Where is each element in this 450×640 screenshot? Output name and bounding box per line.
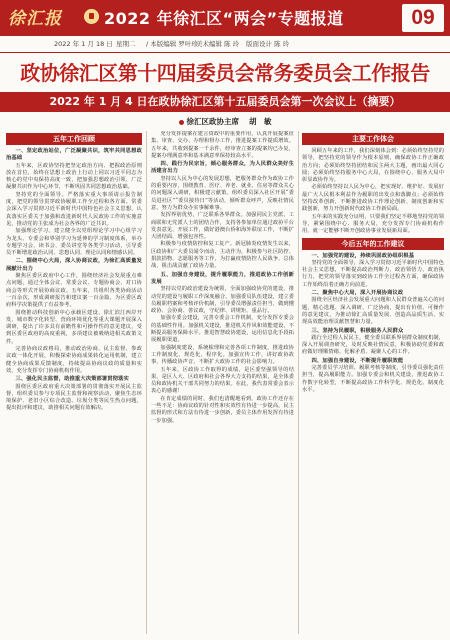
section-subheading: 五、加强自身建设，提升履职能力，推进政协工作创新发展	[151, 271, 294, 285]
emblem-icon	[84, 9, 99, 24]
section-subheading: 四、践行为民宗旨，倾心服务群众，为人民群众美好生活建言出力	[151, 161, 294, 175]
issue-date: 2022 年 1 月 18 日	[54, 40, 113, 48]
body-paragraph: 加强专委会建设，完善专委会工作机制，充分发挥专委会的基础性作用。加强机关建设，推进机关作风和效能建设，不断提高服务保障水平。推进智慧政协建设，运用信息化手段拓展履职渠道。	[151, 315, 294, 344]
article-column-2	[151, 131, 294, 634]
section-subheading: 二、围绕中心大局，深入协商议政，为徐汇高质量发展献计出力	[6, 258, 142, 272]
body-paragraph: 完善委员学习培训、履职考核等制度，引导委员强化责任担当，提高履职能力。加强专委会和机关建设，推进政协工作数字化转型，不断提高政协工作科学化、规范化、制度化水平。	[302, 365, 444, 393]
section-subheading: 一、坚定政治站位，广泛凝聚共识，筑牢共同思想政治基础	[6, 148, 142, 162]
body-paragraph: 聚焦区委区政府中心工作，围绕经济社会发展重点难点问题，通过全体会议、常委会议、专题协商会、对口协商会等形式开展协商议政。五年来，共组织各类协商活动一百余次，形成调研报告和建议案一百余篇，为区委区政府科学决策提供了有益参考。	[6, 273, 142, 309]
byline-name: 胡 敏	[249, 117, 272, 126]
body-paragraph: 发挥界别优势，广泛联系各界群众。加强同民主党派、工商联和无党派人士的团结合作，支持各参加单位通过政协平台发表意见、开展工作，做好港澳台侨和海外联谊工作，不断扩大团结面、增强包容性。	[151, 212, 294, 241]
body-paragraph: 五年来，区政协工作取得的成绩，是区委坚强领导的结果，是区人大、区政府和社会各界大力支持的结果，是全体委员和政协机关干部共同努力的结果。在此，我代表常委会表示衷心的感谢！	[151, 366, 294, 395]
body-paragraph: 回顾五年来的工作，我们深刻体会到：必须始终坚持党的领导，把坚持党的领导作为根本原则，确保政协工作正确政治方向；必须始终坚持团结和民主两大主题，画出最大同心圆；必须始终坚持服务中心大局，在围绕中心、服务大局中彰显政协作为。	[302, 148, 444, 184]
column-body	[302, 253, 444, 395]
body-paragraph: 围绕推动科技创新中心承载区建设、徐汇滨江西岸开发、城市数字化转型、营商环境优化等重大课题开展深入调研，提出了许多具有前瞻性和可操作性的意见建议，受到区委区政府的高度重视，多项建议被吸纳进相关政策文件。	[6, 309, 142, 345]
report-subtitle: 2022 年 1 月 4 日在政协徐汇区第十五届委员会第一次会议上（摘要）	[49, 95, 401, 108]
body-paragraph: 坚持党的全面领导。严格落实重大事项请示报告制度，把党的领导贯穿政协履职工作全过程和各方面。常委会深入学习贯彻习近平新时代中国特色社会主义思想，认真落实区委关于加强和改进新时代人民政协工作的实施意见，推动党的主张成为社会各界的广泛共识。	[6, 191, 142, 227]
newspaper-logo: 徐汇报	[8, 9, 62, 29]
page-headline: 政协徐汇区第十四届委员会常务委员会工作报告	[20, 61, 430, 85]
column-divider	[298, 131, 299, 634]
column-divider	[146, 131, 147, 634]
byline-role: 徐汇区政协主席	[186, 117, 239, 126]
page-number: 09	[402, 4, 444, 32]
section-header-review: 五年工作回顾	[6, 133, 142, 145]
body-paragraph: 加强制度建设，系统梳理和完善各项工作制度，推进政协工作制度化、规范化、程序化。加强宣传工作，讲好政协故事，传播政协声音，不断扩大政协工作的社会影响力。	[151, 344, 294, 366]
byline	[0, 115, 450, 129]
section-subheading: 二、聚焦中心大局，深入开展协商议政	[311, 290, 404, 297]
body-paragraph: 必须始终坚持以人民为中心，把实现好、维护好、发展好最广大人民根本利益作为履职的出发点和落脚点；必须始终坚持改革创新，不断推进政协工作理论创新、制度创新和实践创新，努力开创新时代政协工作新局面。	[302, 184, 444, 213]
body-paragraph: 坚持以人民为中心的发展思想，把服务群众作为政协工作的重要内容，围绕教育、医疗、养老、就业、住房等群众关心的问题深入调研，积极建言献策。组织委员深入社区开展“委员进社区”“委员接待日”等活动，倾听群众呼声，反映社情民意，努力为群众办实事解难事。	[151, 175, 294, 211]
section-subheading: 四、加强自身建设，不断提升履职效能	[311, 357, 404, 364]
article-column-3	[302, 131, 444, 634]
column-body	[6, 148, 142, 413]
bullet-icon	[179, 120, 184, 125]
article-column-1	[6, 131, 142, 634]
section-subheading: 三、强化民主监督，助推重大决策部署贯彻落实	[15, 376, 129, 383]
body-paragraph: 充分发挥提案在建言资政中的重要作用，认真开展提案征集、审查、交办、办理和督办工作，推进提案工作提质增效。五年来，共收到提案一千余件，经审查立案的提案均已办复，提案办理满意率和基本满意率保持较高水平。	[151, 131, 294, 159]
section-subheading: 一、加强党的建设，持续巩固政协组织根基	[311, 252, 415, 259]
issue-editor: 美术编辑 陈 玲	[196, 40, 240, 48]
body-paragraph: 在肯定成绩的同时，我们也清醒地看到，政协工作还存在一些不足：协商议政的针对性和实效性有待进一步提高，民主监督的形式和方法有待进一步创新，委员主体作用发挥有待进一步加强。	[151, 395, 294, 424]
issue-edition: / 本版编辑 罗叶珍	[146, 40, 198, 48]
section-header-experience: 主要工作体会	[302, 133, 444, 145]
issue-weekday: 星期二	[116, 40, 136, 48]
special-report-title: 2022 年徐汇区“两会”专题报道	[104, 9, 344, 28]
body-paragraph: 五年来，区政协坚持把坚定政治方向、把握政治原则放在首位，始终在思想上政治上行动上同以习近平同志为核心的党中央保持高度一致，把加强思想政治引领、广泛凝聚共识作为中心环节，不断巩固共同思想政治基础。	[6, 162, 142, 191]
column-body	[302, 148, 444, 236]
body-paragraph: 坚持以党的政治建设为统领，全面加强政协党的建设，推动党的建设与履职工作深度融合。加强委员队伍建设，建立委员履职档案和考核评价机制，引导委员增强责任担当，做到懂政协、会协商、善议政，守纪律、讲规矩、重品行。	[151, 286, 294, 315]
issue-info-line	[0, 36, 450, 53]
issue-design: 版面设计 陈 玲	[246, 40, 290, 48]
body-paragraph: 践行全过程人民民主，健全委员联系界别群众制度机制，深入开展调查研究，及时反映社情民意，积极协助党委和政府做好理顺情绪、化解矛盾、凝聚人心的工作。	[302, 334, 444, 356]
body-paragraph: 围绕全区经济社会发展重大问题和人民群众普遍关心的问题，精心选题、深入调研、广泛协商，提出有价值、可操作的意见建议，为推动徐汇高质量发展、创造高品质生活、实现高效能治理贡献智慧和力量。	[302, 297, 444, 326]
body-paragraph: 坚持党的全面领导，深入学习贯彻习近平新时代中国特色社会主义思想，不断提高政治判断力、政治领悟力、政治执行力，把党的领导落实到政协工作全过程各方面，确保政协工作始终沿着正确方向前进。	[302, 259, 444, 288]
section-subheading: 三、坚持为民履职，积极服务人民群众	[311, 327, 404, 334]
body-paragraph: 完善协商议政格局，推动政治协商、民主监督、参政议政一体化开展，积极探索协商成果转化运用机制，建立健全协商成果反馈制度，持续提高协商议政的质量和实效，充分发挥专门协商机构作用。	[6, 346, 142, 374]
column-body	[151, 131, 294, 425]
masthead	[0, 0, 450, 36]
body-paragraph: 积极参与疫情防控和复工复产。新冠肺炎疫情发生以来，区政协和广大委员闻令而动、主动作为，积极参与社区防控、捐款捐物、志愿服务等工作，为打赢疫情防控人民战争、总体战、阻击战贡献了政协力量。	[151, 241, 294, 270]
subtitle-bar	[0, 92, 450, 112]
body-paragraph: 五年来的实践充分证明，只要我们坚定不移地坚持党的领导，紧紧围绕中心、服务大局，充分发挥专门协商机构作用，就一定能够不断开创政协事业发展新局面。	[302, 213, 444, 235]
body-paragraph: 加强理论学习。建立健全以党组理论学习中心组学习为龙头、专委会和界别学习为延伸的学习制度体系，举办专题学习会、读书会、委员讲堂等各类学习活动，引导委员不断增进政治认同、思想认同、理论认同和情感认同。	[6, 228, 142, 257]
section-header-suggestions: 今后五年的工作建议	[302, 238, 444, 250]
body-paragraph: 围绕区委区政府重大决策部署的贯彻落实开展民主监督，组织委员参与专项民主监督和视察活动，聚焦生态环境保护、老旧小区综合改造、垃圾分类等民生热点问题，提出批评和建议，助推相关问题有效解决。	[6, 383, 142, 412]
